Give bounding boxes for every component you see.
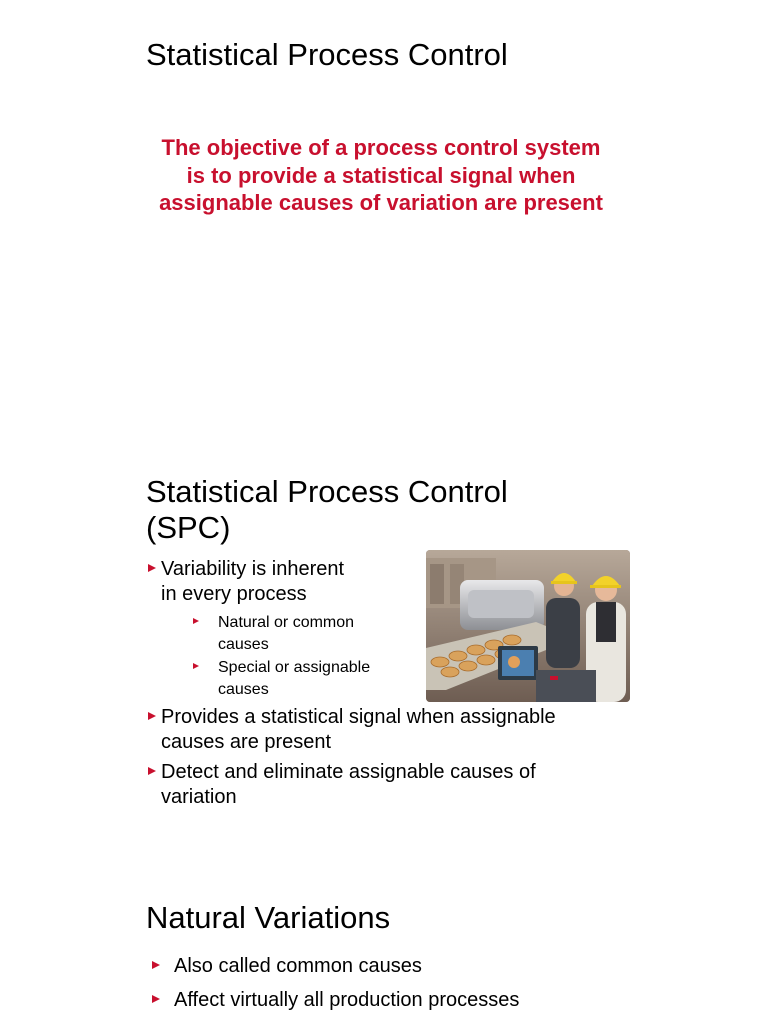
slide-3-bullet-list <box>146 954 666 1022</box>
bullet-text: Detect and eliminate assignable causes of <box>161 761 536 783</box>
bullet-text: Variability is inherent <box>161 558 345 580</box>
factory-workers-illustration <box>426 550 630 702</box>
bullet-text: causes are present <box>161 730 332 753</box>
bullet-text: Provides a statistical signal when assignable <box>161 706 556 728</box>
bullet-arrow-icon <box>152 961 160 969</box>
bullet-text: in every process <box>161 582 307 605</box>
bullet-arrow-icon <box>148 712 156 720</box>
sub-bullet-arrow-icon <box>193 618 199 624</box>
list-item <box>146 705 626 754</box>
slide-2-title-line-2: (SPC) <box>146 510 231 545</box>
sub-bullet-text: causes <box>218 680 269 698</box>
sub-bullet-text: Special or assignable <box>218 659 371 676</box>
sub-bullet-text: Natural or common <box>218 614 355 631</box>
slide-2-title <box>146 474 508 546</box>
slide-1-title: Statistical Process Control <box>146 37 508 72</box>
bullet-text: Affect virtually all production processes <box>174 989 520 1011</box>
bullet-text: variation <box>161 785 237 808</box>
list-item <box>146 954 666 978</box>
sub-bullet-text: causes <box>218 635 269 653</box>
slide-2-bullet-list-bottom <box>146 705 626 815</box>
bullet-arrow-icon <box>148 767 156 775</box>
factory-workers-photo <box>426 550 630 702</box>
slide-2-bullet-list-top <box>146 557 426 702</box>
list-item <box>190 612 426 655</box>
bullet-text: Also called common causes <box>174 955 422 977</box>
list-item <box>190 657 426 700</box>
list-item <box>146 760 626 809</box>
list-item <box>146 988 666 1012</box>
slide-2-title-line-1: Statistical Process Control <box>146 474 508 509</box>
bullet-arrow-icon <box>152 995 160 1003</box>
slide-3-title: Natural Variations <box>146 900 391 935</box>
list-item <box>146 557 426 606</box>
objective-statement: The objective of a process control system is to provide a statistical signal when assignable causes of variation are present <box>159 135 603 215</box>
bullet-arrow-icon <box>148 564 156 572</box>
sub-bullet-arrow-icon <box>193 663 199 669</box>
